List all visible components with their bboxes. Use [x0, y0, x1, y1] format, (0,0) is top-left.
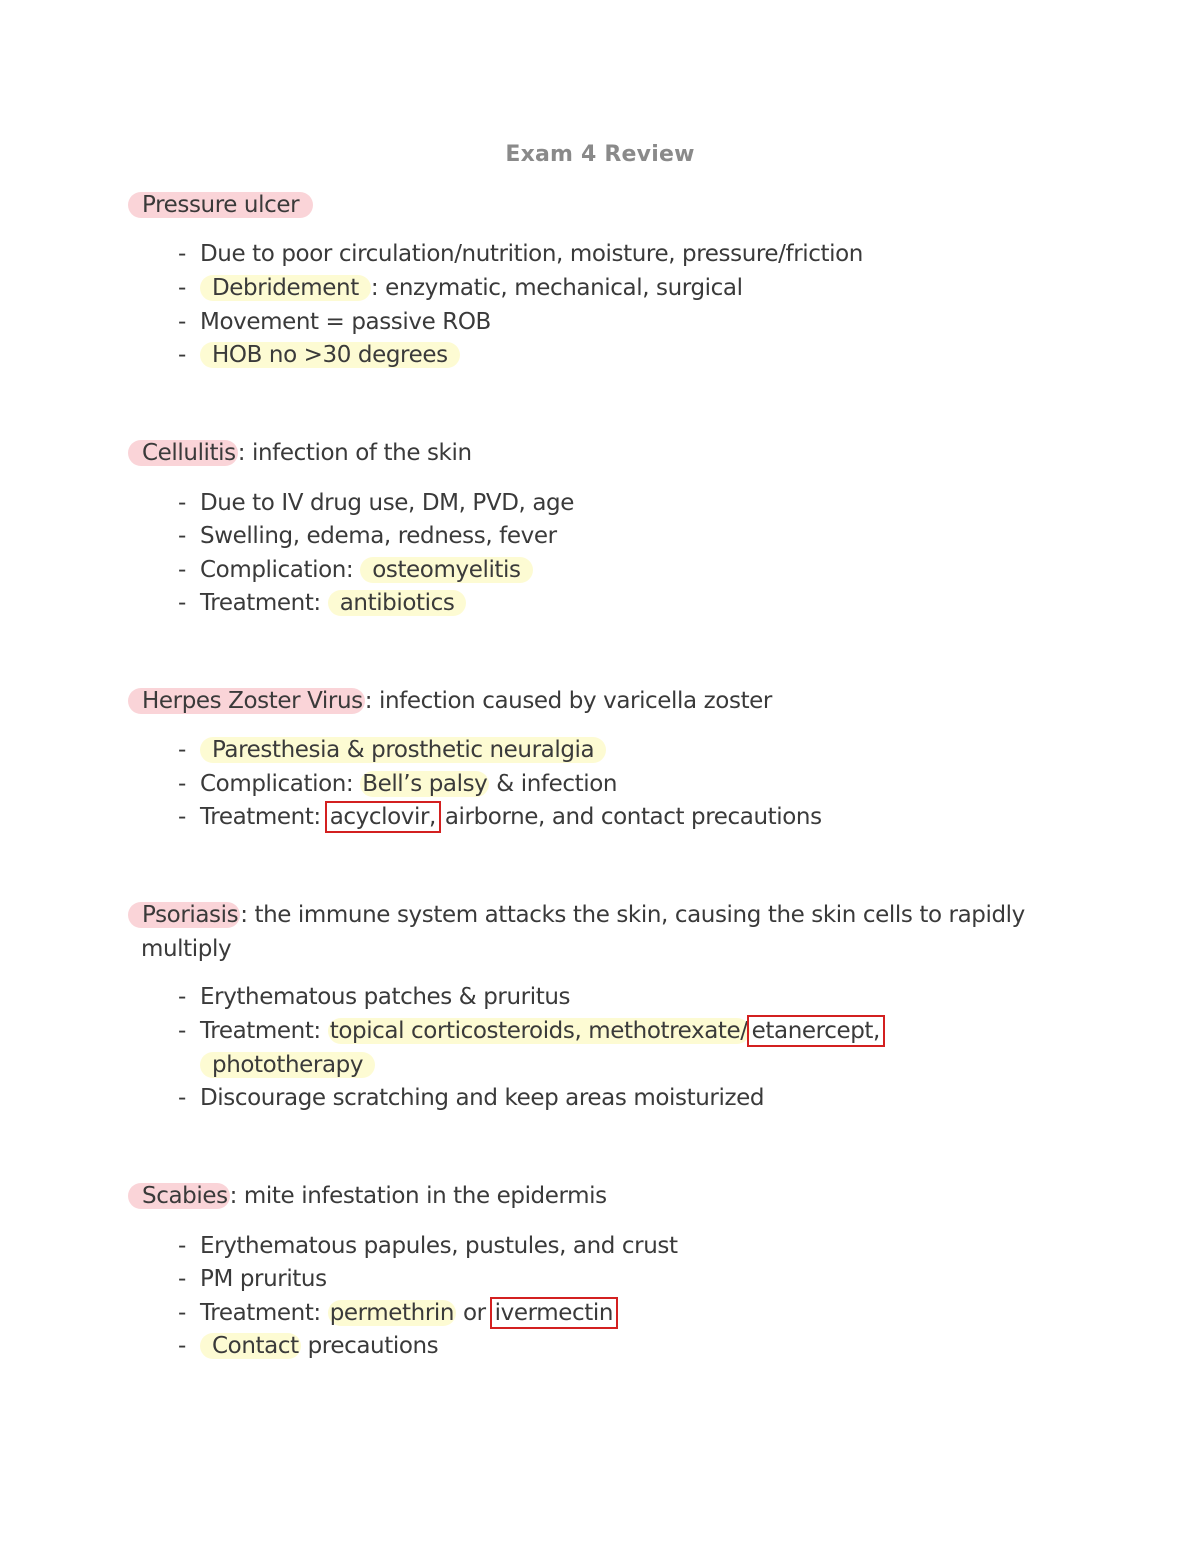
bullet-dash: - [178, 1085, 186, 1111]
bullet-text: Complication: [200, 557, 361, 583]
highlighted-term: topical corticosteroids, methotrexate/ [329, 1018, 748, 1044]
list-item [178, 982, 570, 1012]
bullet-text: : enzymatic, mechanical, surgical [370, 275, 743, 301]
heading-term: Cellulitis [128, 440, 238, 466]
heading-description: multiply [141, 936, 232, 962]
bullet-dash: - [178, 984, 186, 1010]
bullet-dash: - [178, 737, 186, 763]
list-item [178, 307, 491, 337]
bullet-text: Treatment: [200, 1300, 328, 1326]
list-item [178, 340, 460, 370]
heading-term: Pressure ulcer [128, 192, 313, 218]
bullet-dash: - [178, 1233, 186, 1259]
bullet-dash: - [178, 490, 186, 516]
bullet-dash: - [178, 1300, 186, 1326]
heading-description: : infection caused by varicella zoster [364, 688, 772, 714]
bullet-text: Due to poor circulation/nutrition, moisture, pressure/friction [200, 241, 863, 267]
bullet-dash: - [178, 771, 186, 797]
bullet-dash: - [178, 557, 186, 583]
list-item [178, 735, 606, 765]
list-item [178, 1231, 678, 1261]
bullet-dash: - [178, 309, 186, 335]
section-heading-psoriasis [128, 900, 1025, 930]
section-heading-cellulitis [128, 438, 472, 468]
section-heading-scabies [128, 1181, 607, 1211]
heading-term: Scabies [128, 1183, 230, 1209]
bullet-dash: - [178, 342, 186, 368]
boxed-term: ivermectin [494, 1300, 614, 1326]
highlighted-term: osteomyelitis [360, 557, 532, 583]
bullet-text: Discourage scratching and keep areas moisturized [200, 1085, 765, 1111]
highlighted-term: Debridement [200, 275, 371, 301]
list-item [178, 1264, 327, 1294]
heading-term: Psoriasis [128, 902, 240, 928]
bullet-dash: - [178, 1018, 186, 1044]
highlighted-term: HOB no >30 degrees [200, 342, 460, 368]
list-item [178, 521, 557, 551]
heading-description: : the immune system attacks the skin, causing the skin cells to rapidly [240, 902, 1025, 928]
bullet-dash: - [178, 523, 186, 549]
bullet-dash: - [178, 1266, 186, 1292]
bullet-text: Swelling, edema, redness, fever [200, 523, 557, 549]
list-item [178, 488, 574, 518]
highlighted-term: Bell’s palsy [362, 771, 488, 797]
boxed-term: etanercept, [751, 1018, 880, 1044]
list-item [178, 1298, 615, 1328]
page-title: Exam 4 Review [505, 142, 695, 167]
highlighted-term: antibiotics [328, 590, 467, 616]
bullet-text: & infection [489, 771, 618, 797]
section-heading-pressure-ulcer [128, 190, 313, 220]
bullet-text: airborne, and contact precautions [437, 804, 822, 830]
bullet-dash: - [178, 241, 186, 267]
bullet-text: precautions [300, 1333, 439, 1359]
bullet-dash: - [178, 1333, 186, 1359]
list-item [178, 555, 533, 585]
section-heading-herpes-zoster [128, 686, 772, 716]
highlighted-term: permethrin [329, 1300, 455, 1326]
bullet-text: Complication: [200, 771, 361, 797]
bullet-text: Movement = passive ROB [200, 309, 491, 335]
highlighted-term: Contact [200, 1333, 301, 1359]
list-item [178, 273, 743, 303]
heading-description-continued [141, 934, 231, 964]
bullet-text: Erythematous papules, pustules, and crust [200, 1233, 678, 1259]
bullet-dash: - [178, 590, 186, 616]
heading-term: Herpes Zoster Virus [128, 688, 365, 714]
bullet-text: Treatment: [200, 804, 328, 830]
bullet-text: Due to IV drug use, DM, PVD, age [200, 490, 575, 516]
list-item [178, 802, 822, 832]
list-item [178, 1016, 882, 1046]
list-item [178, 769, 617, 799]
bullet-text: or [456, 1300, 493, 1326]
bullet-text: PM pruritus [200, 1266, 327, 1292]
bullet-text: Treatment: [200, 1018, 328, 1044]
list-item [178, 239, 863, 269]
list-item [178, 1331, 438, 1361]
list-item [178, 588, 466, 618]
highlighted-term: Paresthesia & prosthetic neuralgia [200, 737, 606, 763]
bullet-text: Erythematous patches & pruritus [200, 984, 571, 1010]
bullet-text: Treatment: [200, 590, 328, 616]
highlighted-term: phototherapy [200, 1052, 375, 1078]
bullet-dash: - [178, 804, 186, 830]
list-item [178, 1083, 764, 1113]
heading-description: : mite infestation in the epidermis [229, 1183, 607, 1209]
bullet-dash: - [178, 275, 186, 301]
list-item-continued [200, 1050, 375, 1080]
heading-description: : infection of the skin [237, 440, 472, 466]
boxed-term: acyclovir, [329, 804, 436, 830]
